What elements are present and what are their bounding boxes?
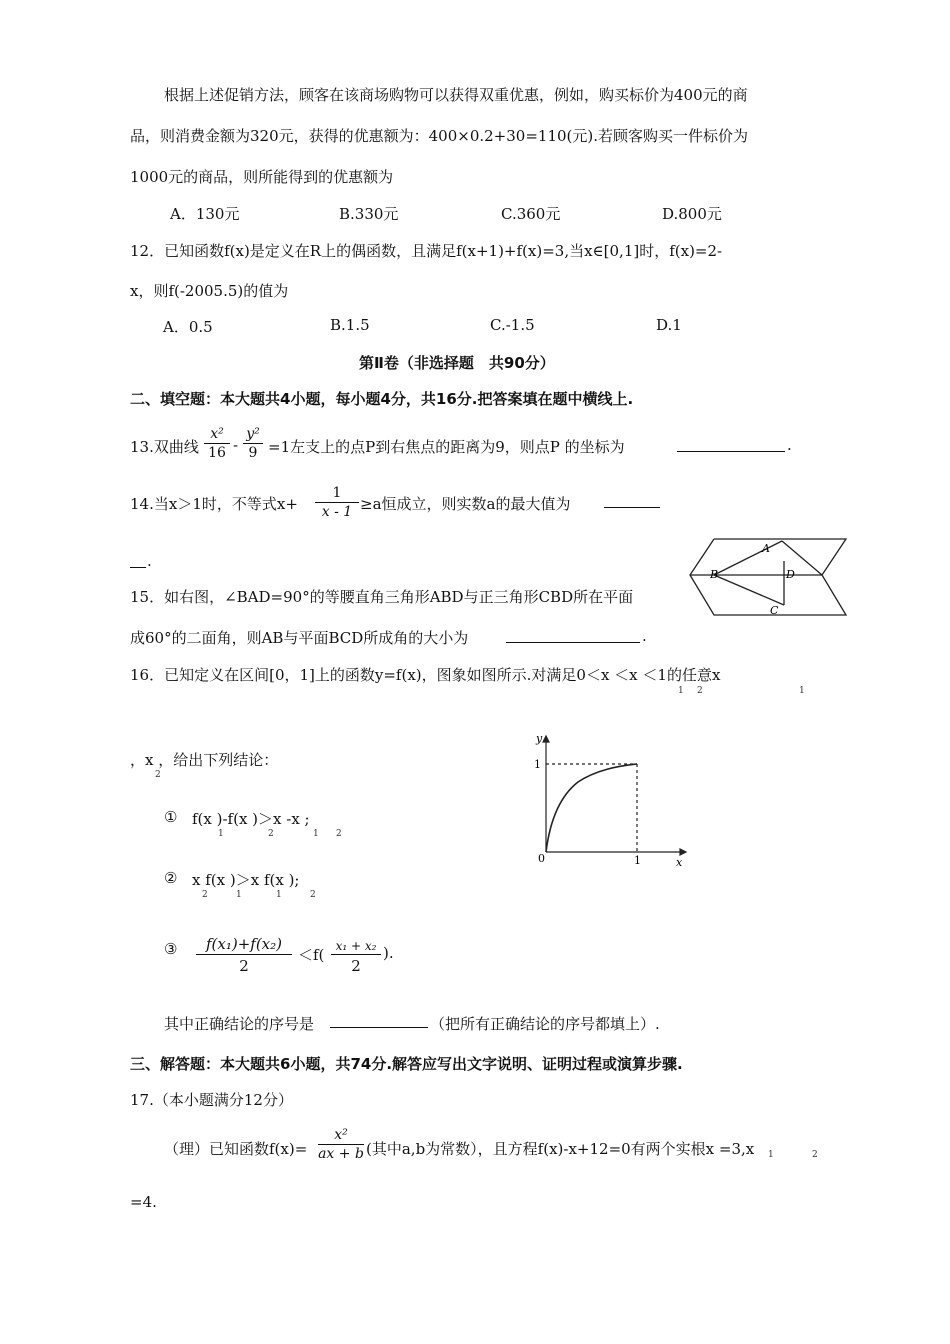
graph-origin: 0 xyxy=(538,852,545,865)
p17-frac-den: ax + b xyxy=(318,1146,364,1162)
p11-line1: 根据上述促销方法，顾客在该商场购物可以获得双重优惠，例如，购买标价为400元的商 xyxy=(164,86,748,104)
c3-end: ). xyxy=(383,944,394,962)
x-axis-arrow-icon xyxy=(680,849,686,855)
p17-sub-1: 1 xyxy=(768,1150,774,1160)
c3-right-fraction xyxy=(331,938,381,977)
c1-sub-1: 1 xyxy=(218,829,224,839)
p16-answer-suffix: （把所有正确结论的序号都填上）. xyxy=(430,1015,660,1033)
edge-ba xyxy=(714,541,782,575)
part2-title: 第Ⅱ卷（非选择题 共90分） xyxy=(359,354,555,372)
c2-sub-4: 2 xyxy=(310,890,316,900)
p11-option-c: C.360元 xyxy=(501,205,561,223)
label-a: A xyxy=(762,542,770,555)
p13-frac1-num: x² xyxy=(210,426,224,442)
graph-one-x: 1 xyxy=(634,854,641,867)
c1-sub-3: 1 xyxy=(313,829,319,839)
p16-sub-4: 2 xyxy=(155,770,161,780)
p12-option-b: B.1.5 xyxy=(330,316,370,334)
p13-suffix: =1左支上的点P到右焦点的距离为9，则点P 的坐标为 xyxy=(268,438,625,456)
p11-option-b: B.330元 xyxy=(339,205,399,223)
p16-answer-prefix: 其中正确结论的序号是 xyxy=(164,1015,315,1033)
p11-option-a: A．130元 xyxy=(170,205,240,223)
p17-fraction xyxy=(318,1126,364,1163)
y-axis-arrow-icon xyxy=(543,736,549,742)
section3-header: 三、解答题：本大题共6小题，共74分.解答应写出文字说明、证明过程或演算步骤. xyxy=(130,1055,683,1073)
p13-frac2-den: 9 xyxy=(243,443,263,462)
c3-mark: ③ xyxy=(164,940,178,958)
p13-frac1-den: 16 xyxy=(204,443,230,462)
p13-end: . xyxy=(787,436,792,454)
p11-line2: 品，则消费金额为320元，获得的优惠额为：400×0.2+30=110(元).若顾客购买一件标价为 xyxy=(130,127,749,145)
p16-sub-2: 2 xyxy=(697,686,703,696)
label-c: C xyxy=(770,604,779,617)
p14-suffix: ≥a恒成立，则实数a的最大值为 xyxy=(360,495,571,513)
c3-mid: ＜f( xyxy=(298,946,325,964)
p12-option-c: C.-1.5 xyxy=(490,316,535,334)
p11-option-d: D.800元 xyxy=(662,205,722,223)
dihedral-angle-figure xyxy=(688,531,848,621)
p15-end: . xyxy=(642,627,647,645)
p15-line1: 15．如右图，∠BAD=90°的等腰直角三角形ABD与正三角形CBD所在平面 xyxy=(130,588,634,606)
c2-sub-2: 1 xyxy=(236,890,242,900)
p15-answer-blank[interactable] xyxy=(506,628,640,643)
p14-answer-blank-1[interactable] xyxy=(604,493,660,508)
p14-fraction xyxy=(315,484,359,521)
p17-prefix: （理）已知函数f(x)= xyxy=(164,1140,308,1158)
c3-rnum: x₁ + x₂ xyxy=(335,939,377,953)
p13-minus: - xyxy=(233,436,239,454)
c3-rden: 2 xyxy=(331,954,381,977)
p16-sub-3: 1 xyxy=(799,686,805,696)
p13-answer-blank[interactable] xyxy=(677,437,785,452)
p14-prefix: 14.当x＞1时，不等式x+ xyxy=(130,495,298,513)
c1-text: f(x )-f(x )＞x -x ; xyxy=(192,810,310,828)
p16-sub-1: 1 xyxy=(678,686,684,696)
c1-sub-2: 2 xyxy=(268,829,274,839)
p16-answer-blank[interactable] xyxy=(330,1013,428,1028)
p12-line1: 12．已知函数f(x)是定义在R上的偶函数，且满足f(x+1)+f(x)=3,当x∈[0,1]时，f(x)=2- xyxy=(130,242,723,260)
c2-mark: ② xyxy=(164,869,178,887)
p14-answer-blank-2[interactable] xyxy=(130,553,146,568)
graph-y-label: y xyxy=(536,732,543,745)
p17-line2: =4. xyxy=(130,1193,157,1211)
p17-suffix: (其中a,b为常数），且方程f(x)-x+12=0有两个实根x =3,x xyxy=(366,1140,755,1158)
p16-line1: 16．已知定义在区间[0，1]上的函数y=f(x)，图象如图所示.对满足0＜x ＜x ＜1的任意x xyxy=(130,666,721,684)
p13-fraction-y xyxy=(243,425,263,462)
p17-frac-num: x² xyxy=(334,1127,348,1143)
p11-line3: 1000元的商品，则所能得到的优惠额为 xyxy=(130,168,394,186)
p14-end: . xyxy=(147,552,152,570)
p15-line2: 成60°的二面角，则AB与平面BCD所成角的大小为 xyxy=(130,629,469,647)
c3-left-fraction xyxy=(196,934,292,977)
p13-prefix: 13.双曲线 xyxy=(130,438,199,456)
c2-sub-3: 1 xyxy=(276,890,282,900)
graph-x-label: x xyxy=(676,856,683,869)
c2-text: x f(x )＞x f(x ); xyxy=(192,871,300,889)
p17-sub-2: 2 xyxy=(812,1150,818,1160)
section2-header: 二、填空题：本大题共4小题，每小题4分，共16分.把答案填在题中横线上. xyxy=(130,390,634,408)
edge-bc xyxy=(714,575,784,605)
c3-lden: 2 xyxy=(196,954,292,977)
p12-option-d: D.1 xyxy=(656,316,682,334)
function-graph xyxy=(518,730,693,875)
p12-line2: x，则f(-2005.5)的值为 xyxy=(130,282,289,300)
p16-line2: ，x ，给出下列结论： xyxy=(130,751,279,769)
graph-one-y: 1 xyxy=(534,758,541,771)
p14-frac-num: 1 xyxy=(332,485,342,501)
label-b: B xyxy=(710,568,719,581)
c1-mark: ① xyxy=(164,808,178,826)
c2-sub-1: 2 xyxy=(202,890,208,900)
p13-fraction-x xyxy=(204,425,230,462)
p13-frac2-num: y² xyxy=(246,426,260,442)
p14-frac-den: x - 1 xyxy=(315,502,359,521)
label-d: D xyxy=(786,568,795,581)
c1-sub-4: 2 xyxy=(336,829,342,839)
p12-option-a: A．0.5 xyxy=(163,318,213,336)
c3-lnum: f(x₁)+f(x₂) xyxy=(205,935,283,953)
p17-title: 17.（本小题满分12分） xyxy=(130,1091,293,1109)
curve-f xyxy=(546,764,637,852)
